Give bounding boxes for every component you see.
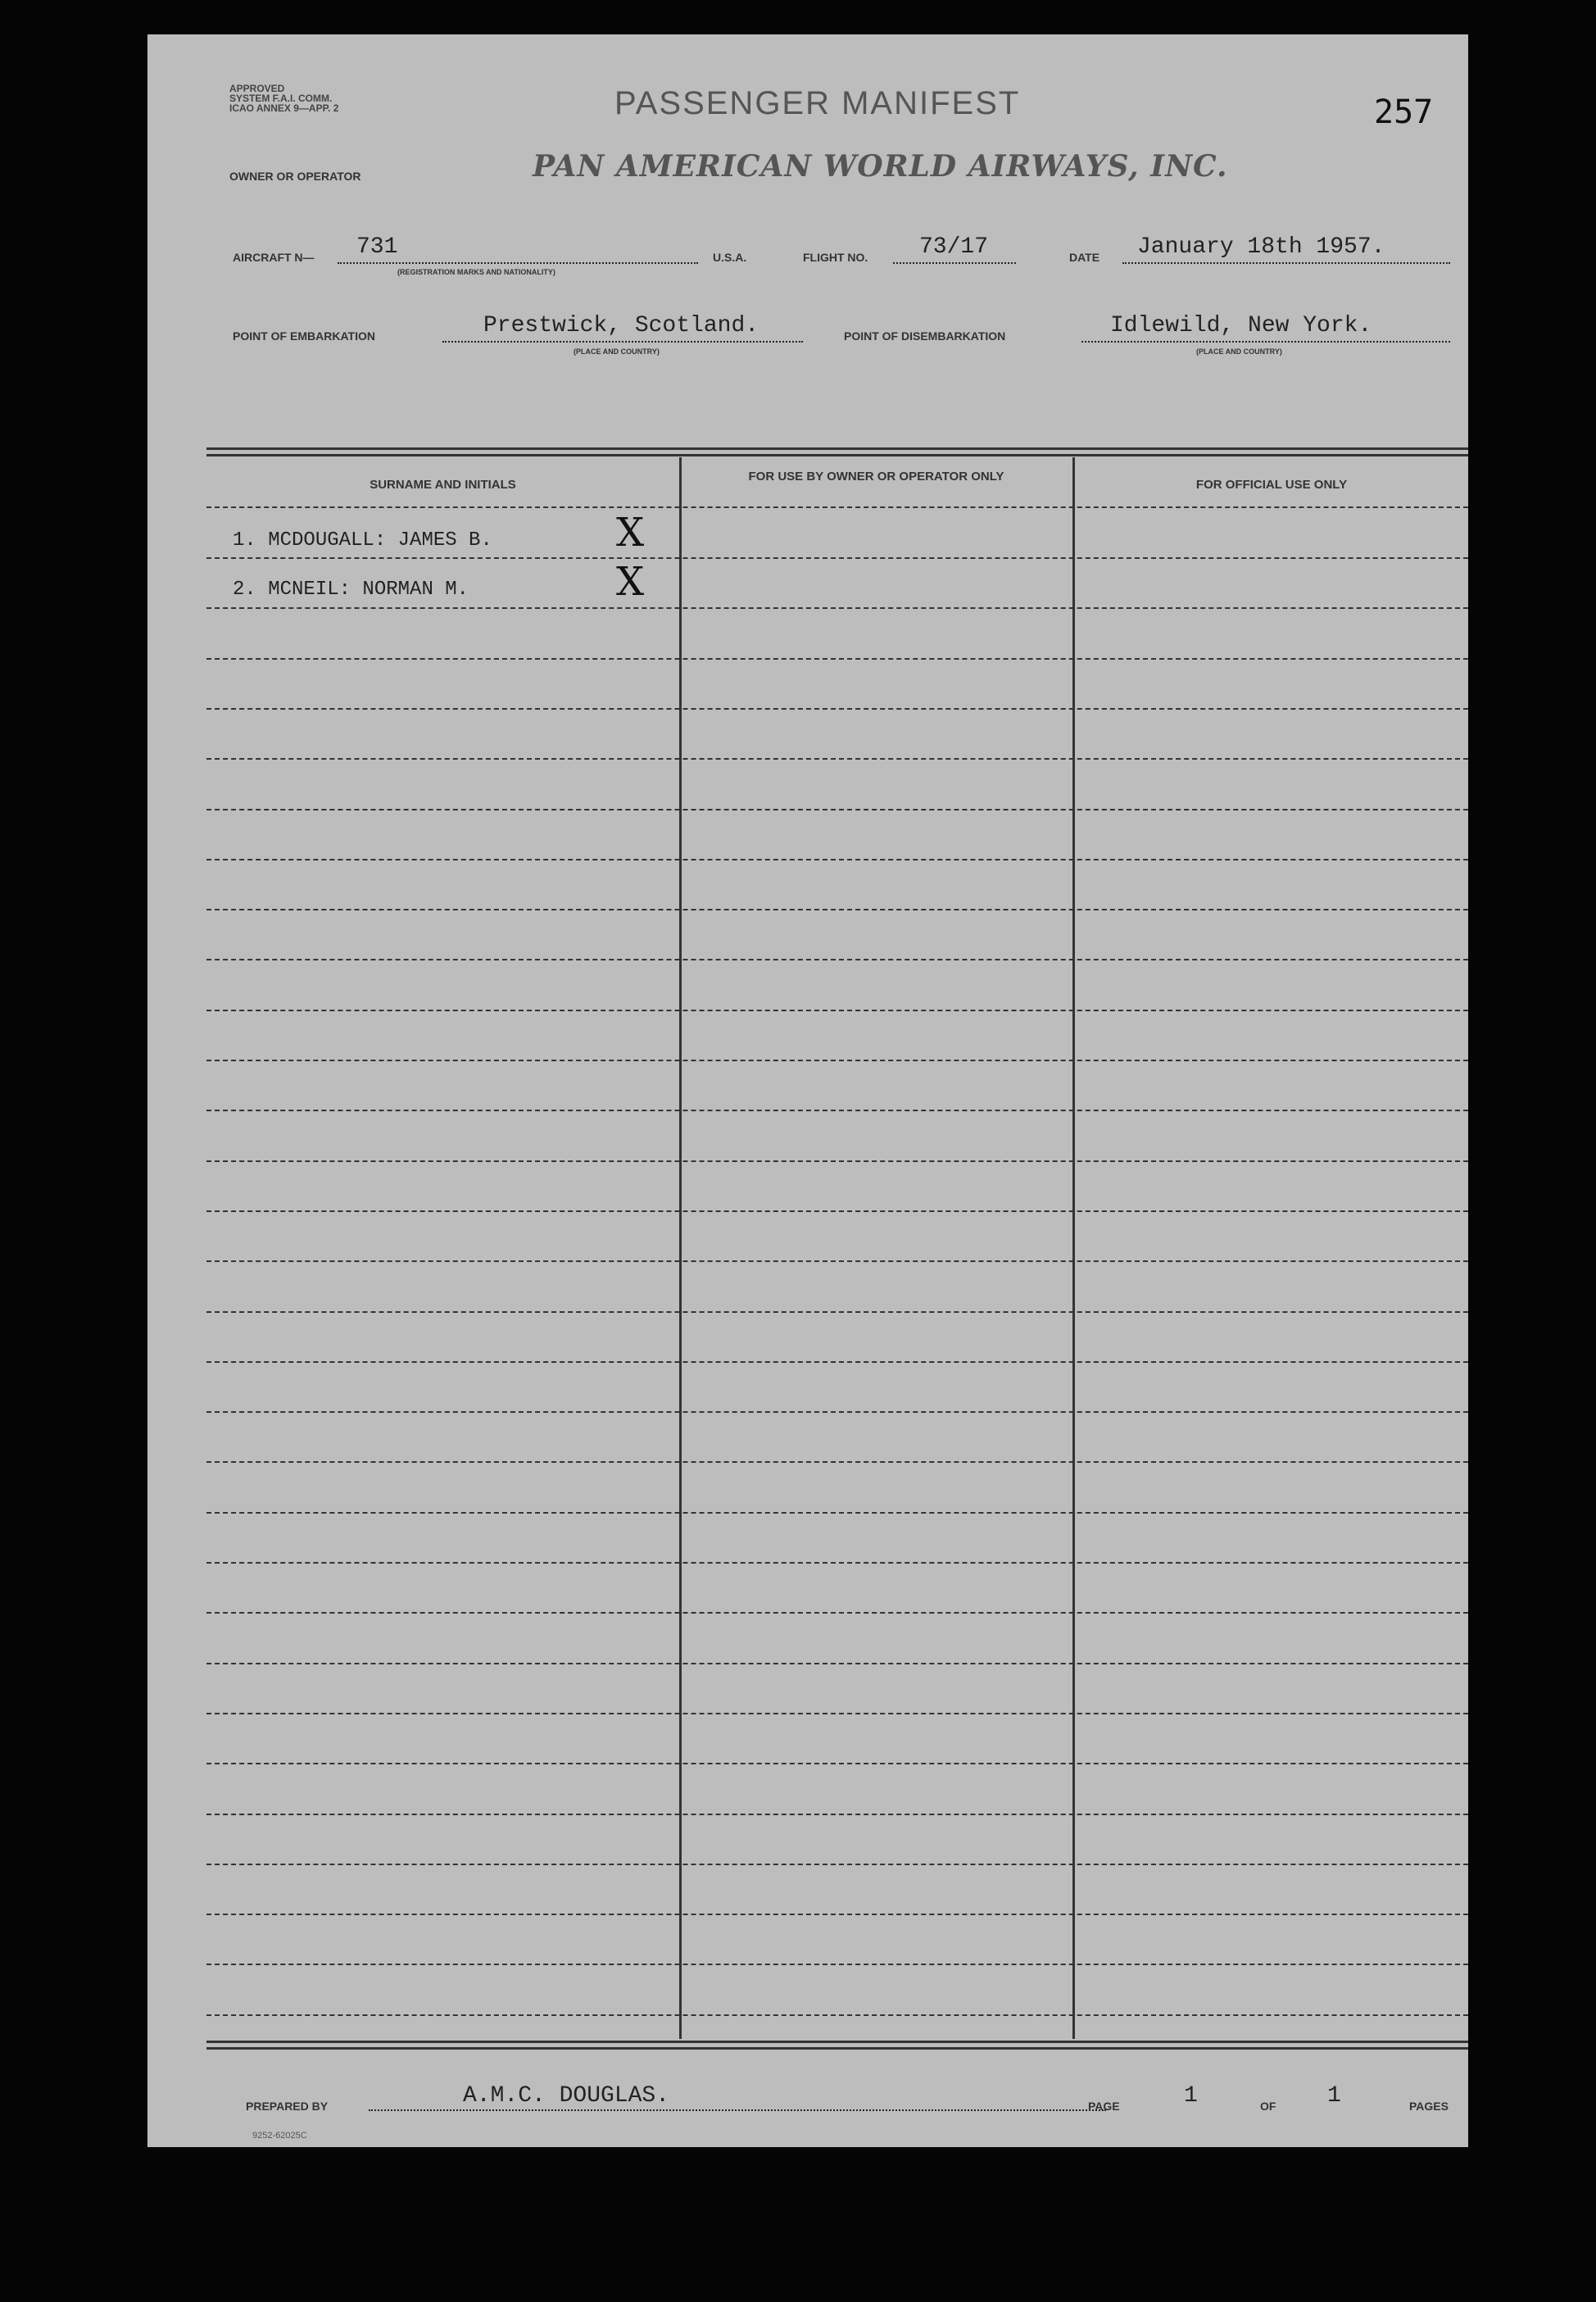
row-rule [206,1411,1468,1413]
row-rule [206,909,1468,910]
flight-label: FLIGHT NO. [803,251,868,264]
usa-label: U.S.A. [713,251,747,264]
header-divider [206,506,1468,508]
table-bottom-rule [206,2047,1468,2050]
passenger-name: 1. MCDOUGALL: JAMES B. [233,529,492,552]
column-header-official: FOR OFFICIAL USE ONLY [1195,478,1348,492]
prepared-label: PREPARED BY [246,2100,329,2113]
row-rule [206,1612,1468,1614]
passenger-name: 2. MCNEIL: NORMAN M. [233,579,469,601]
row-rule [206,809,1468,810]
column-divider [679,457,682,2039]
table-top-rule [206,447,1468,450]
row-rule [206,1260,1468,1262]
flight-value: 73/17 [919,234,989,260]
row-rule [206,1060,1468,1061]
form-code: 9252-62025C [252,2131,307,2141]
table-bottom-rule [206,2041,1468,2043]
page-value: 1 [1184,2083,1198,2109]
manifest-sheet [147,34,1468,2147]
embarkation-value: Prestwick, Scotland. [483,313,759,338]
date-value: January 18th 1957. [1137,234,1385,260]
row-rule [206,1663,1468,1664]
disembarkation-underline [1081,341,1450,343]
row-rule [206,658,1468,660]
row-rule [206,708,1468,710]
table-top-rule [206,454,1468,456]
row-rule [206,1814,1468,1815]
prepared-underline [369,2109,1106,2111]
row-rule [206,1010,1468,1011]
row-rule [206,1210,1468,1212]
embarkation-underline [442,341,803,343]
row-rule [206,959,1468,960]
approval-stamp [229,84,393,113]
date-label: DATE [1069,251,1100,264]
of-value: 1 [1327,2083,1341,2109]
date-underline [1122,262,1450,264]
embarkation-label: POINT OF EMBARKATION [233,329,375,343]
row-rule [206,1964,1468,1965]
row-rule [206,557,1468,559]
row-rule [206,1713,1468,1714]
row-rule [206,859,1468,860]
approval-line: ICAO ANNEX 9—APP. 2 [229,102,339,114]
row-rule [206,1562,1468,1564]
document-title: PASSENGER MANIFEST [614,85,1021,121]
disembarkation-label: POINT OF DISEMBARKATION [844,329,1006,343]
check-mark: X [616,510,645,556]
row-rule [206,1864,1468,1865]
pages-label: PAGES [1409,2100,1449,2113]
row-rule [206,1361,1468,1363]
aircraft-sublabel: (REGISTRATION MARKS AND NATIONALITY) [397,268,555,276]
disembarkation-sublabel: (PLACE AND COUNTRY) [1196,347,1282,356]
flight-underline [893,262,1016,264]
row-rule [206,1110,1468,1111]
row-rule [206,1311,1468,1313]
row-rule [206,607,1468,609]
aircraft-value: 731 [356,234,398,260]
page-label: PAGE [1088,2100,1120,2113]
aircraft-label: AIRCRAFT N— [233,251,315,264]
aircraft-underline [338,262,698,264]
of-label: OF [1260,2100,1276,2113]
column-header-owner: FOR USE BY OWNER OR OPERATOR ONLY [748,470,1004,484]
embarkation-sublabel: (PLACE AND COUNTRY) [574,347,660,356]
check-mark: X [616,559,645,605]
row-rule [206,758,1468,760]
column-divider [1072,457,1075,2039]
approval-line: SYSTEM F.A.I. COMM. [229,93,333,104]
column-header-surname: SURNAME AND INITIALS [370,478,516,492]
row-rule [206,1160,1468,1162]
row-rule [206,1914,1468,1915]
row-rule [206,2014,1468,2016]
disembarkation-value: Idlewild, New York. [1110,313,1372,338]
row-rule [206,1512,1468,1514]
operator-name: PAN AMERICAN WORLD AIRWAYS, INC. [533,149,1228,184]
row-rule [206,1763,1468,1764]
archive-page-number: 257 [1374,93,1434,131]
owner-label: OWNER OR OPERATOR [229,170,361,183]
passenger-table [206,411,1468,2050]
prepared-value: A.M.C. DOUGLAS. [463,2083,670,2109]
approval-line: APPROVED [229,83,285,94]
row-rule [206,1461,1468,1463]
